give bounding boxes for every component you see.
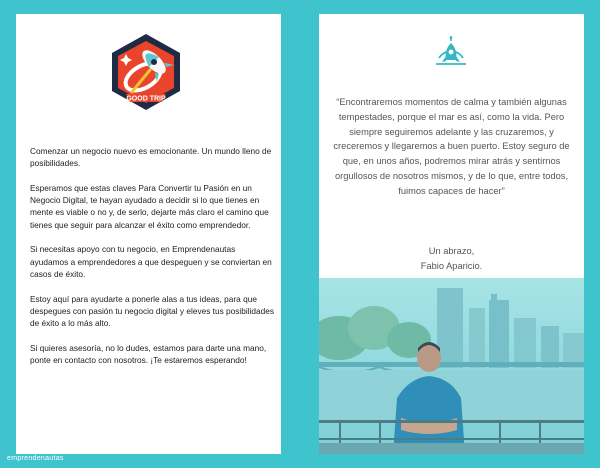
paragraph-intro: Comenzar un negocio nuevo es emocionante. Un mundo lleno de posibilidades. [30,146,272,169]
footer-brand: emprendenautas [7,455,64,462]
quote-text: “Encontraremos momentos de calma y también algunas tempestades, porque el mar es así, como la vida. Pero siempre seguiremos adelante y las cruzaremos, y creceremos y llegaremos a buen puerto. Estoy seguro de que, en unos años, podremos mirar atrás y sentirnos orgullosos de nosotros mismos, y de lo que, entre todos, fuimos capaces de hacer” [333,97,570,196]
left-body-text [30,145,274,379]
good-trip-logo-icon [106,32,186,112]
logo-badge-text: GOOD TRIP [126,95,166,103]
signoff [319,244,584,274]
paragraph-support: Si necesitas apoyo con tu negocio, en Emprendenautas ayudamos a emprendedores a que despeguen y se conviertan en casos de éxito. [30,244,272,279]
paragraph-contact: Si quieres asesoría, no lo dudes, estamos para darte una mano, ponte en contacto con nosotros. ¡Te estaremos esperando! [30,342,267,366]
paragraph-keys: Esperamos que estas claves Para Convertir tu Pasión en un Negocio Digital, te hayan ayudado a decidir si lo que tienes en mente es viable o no y, de serlo, dejarte más claro el camino que tienes que seguir para alcanzar el éxito como emprendedor. [30,182,269,230]
left-page [16,14,281,454]
paragraph-wings: Estoy aquí para ayudarte a ponerle alas a tus ideas, para que despegues con pasión tu negocio digital y eleves tus posibilidades de éxito a lo más alto. [30,293,275,329]
signoff-name: Fabio Aparicio. [420,260,483,271]
portrait-photo [319,278,584,454]
rocket-icon [433,36,469,70]
signoff-greeting: Un abrazo, [428,246,475,256]
right-page [319,14,584,454]
